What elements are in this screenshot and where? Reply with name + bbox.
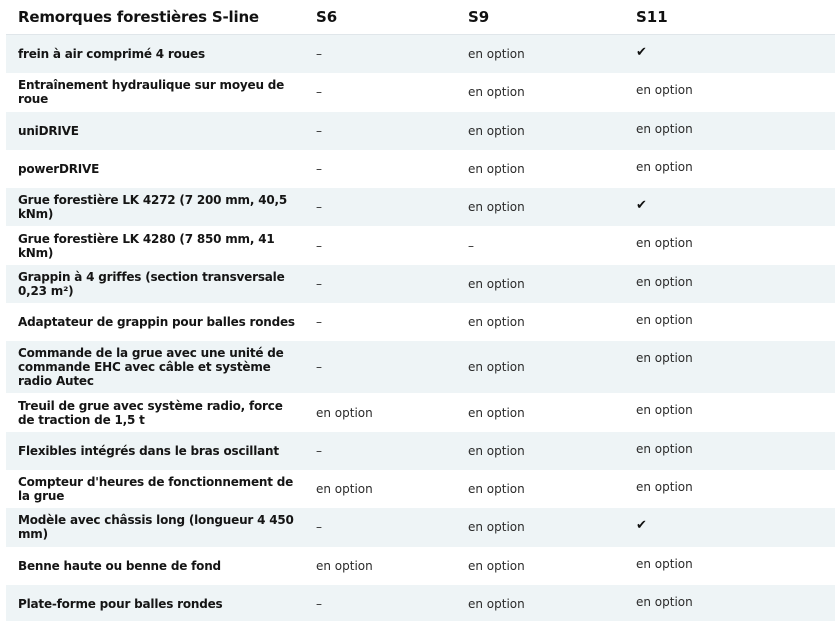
cell-s6: – <box>316 85 322 100</box>
table-header <box>6 0 835 35</box>
column-header-s6: S6 <box>316 8 338 26</box>
cell-s6: – <box>316 200 322 215</box>
cell-s11: en option <box>636 594 693 609</box>
cell-s9: en option <box>468 443 525 458</box>
cell-s9: en option <box>468 162 525 177</box>
cell-s6: – <box>316 238 322 253</box>
table-row <box>6 188 835 226</box>
table-title: Remorques forestières S-line <box>18 8 259 26</box>
cell-s6: – <box>316 597 322 611</box>
table-row <box>6 470 835 508</box>
table-row <box>6 341 835 393</box>
check-icon: ✔ <box>636 45 647 60</box>
cell-s11: en option <box>636 351 693 366</box>
table-row <box>6 35 835 73</box>
table-row <box>6 226 835 264</box>
cell-s9: en option <box>468 47 525 62</box>
cell-s9: en option <box>468 520 525 535</box>
cell-s9: en option <box>468 405 525 420</box>
cell-s9: en option <box>468 597 525 611</box>
table-row <box>6 508 835 546</box>
cell-s11: en option <box>636 556 693 571</box>
cell-s9: en option <box>468 482 525 497</box>
cell-s9: – <box>468 238 474 253</box>
cell-s6: – <box>316 520 322 535</box>
feature-label: Plate-forme pour balles rondes <box>18 597 223 611</box>
cell-s6: – <box>316 443 322 458</box>
cell-s6: – <box>316 315 322 330</box>
cell-s6: en option <box>316 482 373 497</box>
feature-label: Grue forestière LK 4280 (7 850 mm, 41 kNm) <box>18 231 275 260</box>
feature-label: frein à air comprimé 4 roues <box>18 47 205 62</box>
check-icon: ✔ <box>636 198 647 214</box>
column-header-s9: S9 <box>468 8 490 26</box>
feature-label: Entraînement hydraulique sur moyeu de roue <box>18 78 285 107</box>
cell-s11: en option <box>636 403 693 418</box>
table-body <box>6 35 835 621</box>
cell-s11: en option <box>636 83 693 98</box>
cell-s11: en option <box>636 441 693 456</box>
feature-label: Grappin à 4 griffes (section transversale 0,23 m²) <box>18 269 285 298</box>
feature-label: Modèle avec châssis long (longueur 4 450 mm) <box>18 513 294 542</box>
cell-s6: – <box>316 360 322 375</box>
cell-s6: – <box>316 276 322 291</box>
feature-label: Adaptateur de grappin pour balles rondes <box>18 315 295 330</box>
cell-s9: en option <box>468 200 525 215</box>
table-row <box>6 585 835 621</box>
cell-s11: en option <box>636 121 693 136</box>
cell-s9: en option <box>468 558 525 573</box>
table-row <box>6 73 835 111</box>
feature-label: Grue forestière LK 4272 (7 200 mm, 40,5 kNm) <box>18 193 288 222</box>
cell-s11: en option <box>636 236 693 251</box>
feature-label: powerDRIVE <box>18 162 100 177</box>
cell-s9: en option <box>468 315 525 330</box>
cell-s9: en option <box>468 85 525 100</box>
table-row <box>6 547 835 585</box>
cell-s11: en option <box>636 479 693 494</box>
comparison-table <box>6 0 835 621</box>
cell-s9: en option <box>468 276 525 291</box>
cell-s9: en option <box>468 360 525 375</box>
feature-label: Benne haute ou benne de fond <box>18 558 221 573</box>
cell-s6: en option <box>316 405 373 420</box>
table-row <box>6 265 835 303</box>
feature-label: Commande de la grue avec une unité de commande EHC avec câble et système radio Autec <box>18 346 284 389</box>
cell-s11: en option <box>636 313 693 328</box>
column-header-s11: S11 <box>636 8 668 26</box>
table-row <box>6 150 835 188</box>
cell-s11: en option <box>636 159 693 174</box>
feature-label: Compteur d'heures de fonctionnement de la grue <box>18 475 294 504</box>
table-row <box>6 432 835 470</box>
feature-label: uniDRIVE <box>18 123 79 138</box>
cell-s6: – <box>316 162 322 177</box>
feature-label: Treuil de grue avec système radio, force de traction de 1,5 t <box>18 398 283 427</box>
table-row <box>6 393 835 431</box>
cell-s6: en option <box>316 558 373 573</box>
feature-label: Flexibles intégrés dans le bras oscillant <box>18 443 279 458</box>
check-icon: ✔ <box>636 518 647 534</box>
cell-s6: – <box>316 47 322 62</box>
table-row <box>6 112 835 150</box>
cell-s9: en option <box>468 123 525 138</box>
cell-s6: – <box>316 123 322 138</box>
table-row <box>6 303 835 341</box>
cell-s11: en option <box>636 274 693 289</box>
